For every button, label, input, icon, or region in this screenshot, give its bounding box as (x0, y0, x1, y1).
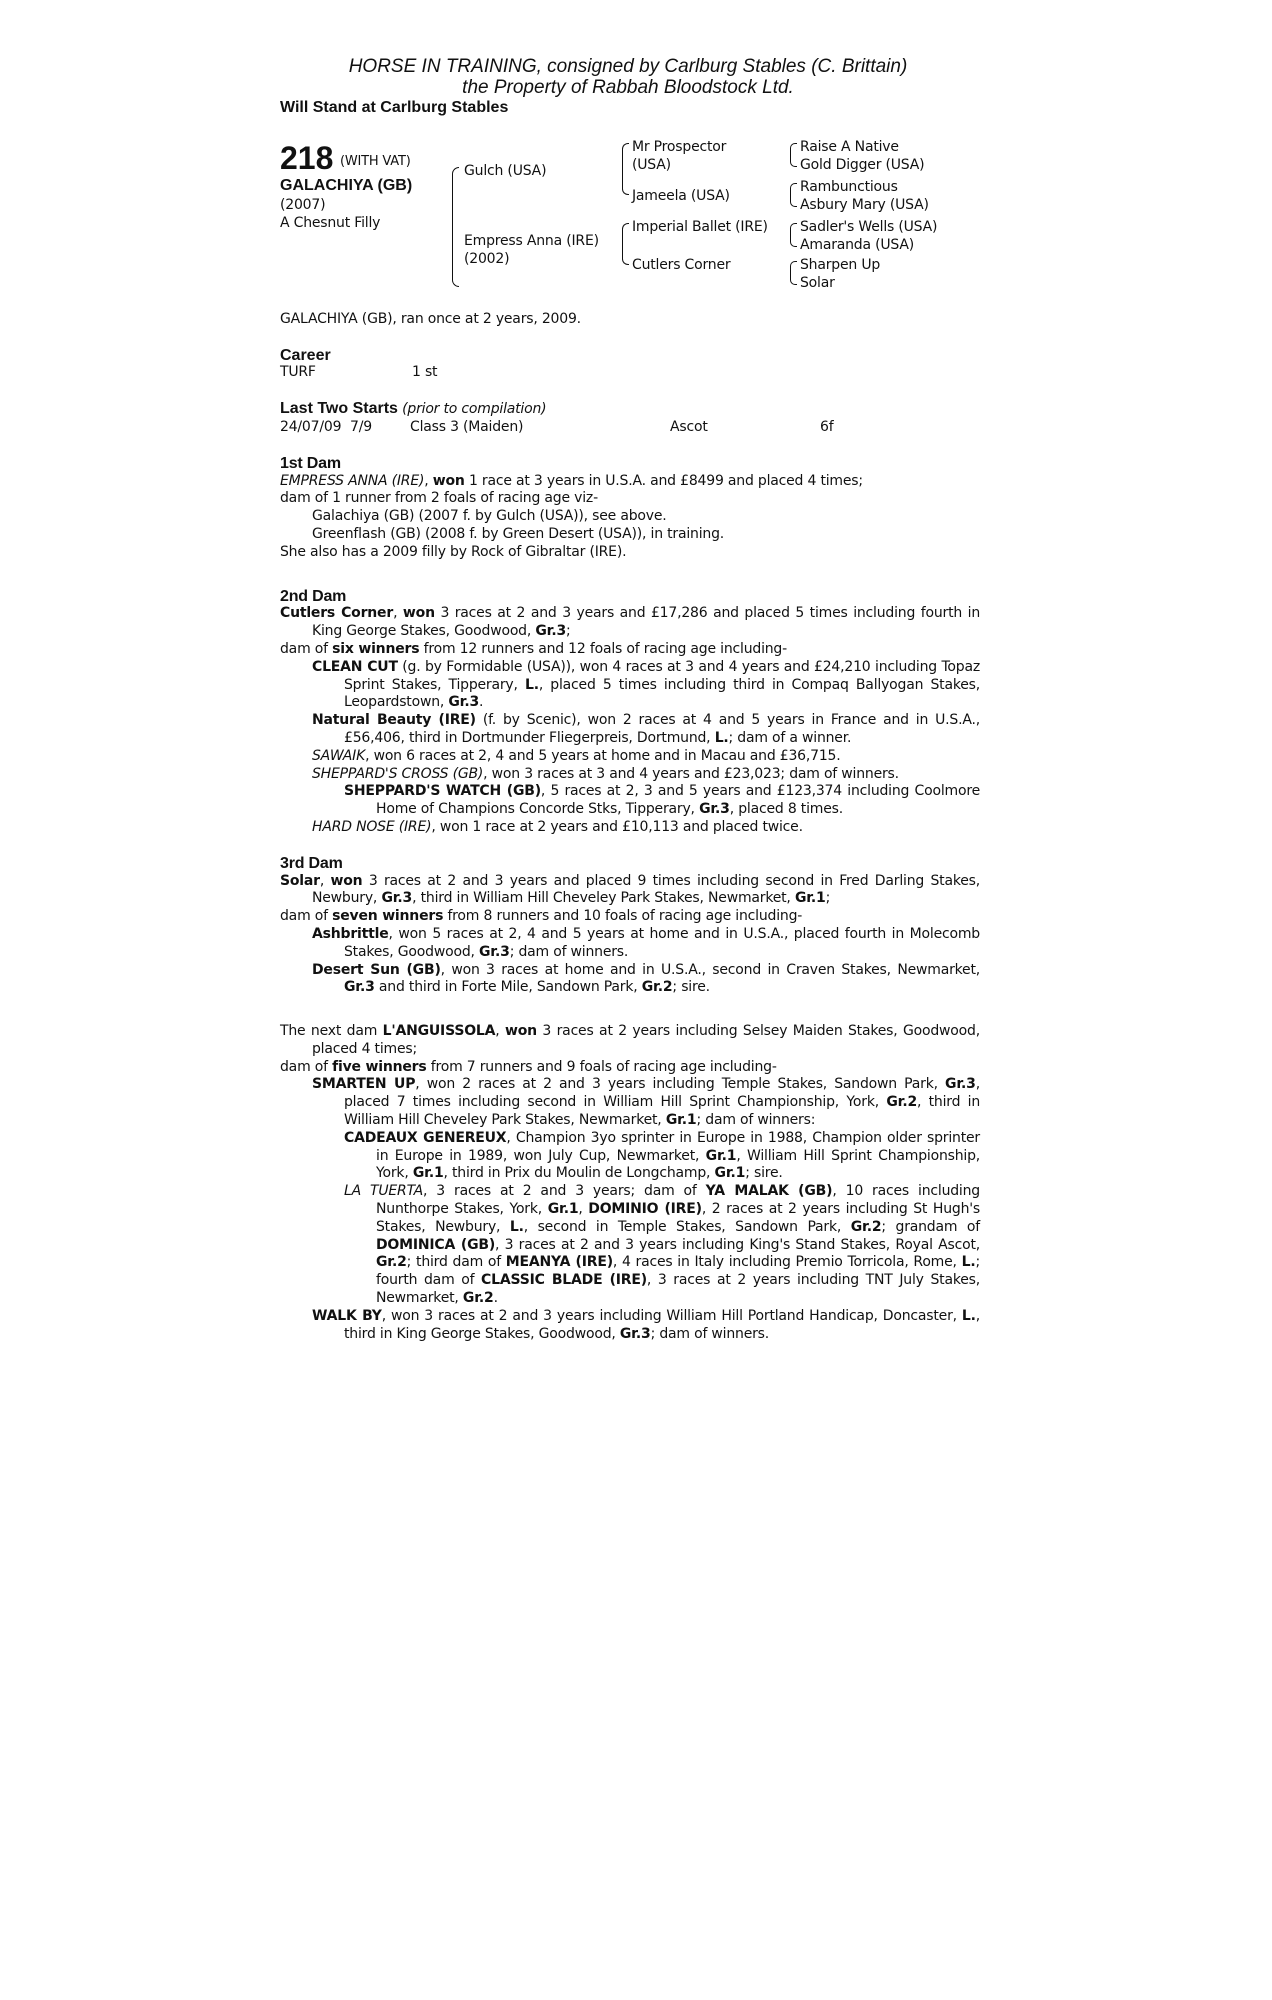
record-text: 3 races at 2 and 3 years and placed 9 times including second in Fred Darling Stakes, Newbury, (312, 872, 980, 907)
sire: Gulch (USA) (464, 162, 547, 179)
won-label: won (505, 1023, 537, 1040)
winners-count: seven winners (332, 908, 444, 925)
grade-label: Gr.2 (850, 1218, 882, 1235)
record-text: , won 3 races at 3 and 4 years and £23,023; dam of winners. (483, 765, 899, 782)
sire-sire-suffix: (USA) (632, 156, 671, 173)
third-dam-record: Solar, won 3 races at 2 and 3 years and placed 9 times including second in Fred Darling Stakes, Newbury, Gr.3, third in William Hill Cheveley Park Stakes, Newmarket, Gr.1; (280, 872, 980, 907)
start-date: 24/07/09 (280, 418, 342, 435)
winners-count: five winners (332, 1058, 427, 1075)
dam-of: dam of (280, 1058, 333, 1075)
won-label: won (432, 472, 465, 489)
record-text: (g. by Formidable (USA)), won 4 races at 3 and 4 years and £24,210 including Topaz Sprint Stakes, Tipperary, (344, 658, 980, 693)
record-text: 3 races at 2 years including Selsey Maiden Stakes, Goodwood, placed 4 times; (312, 1023, 980, 1057)
last-starts-heading: Last Two Starts (280, 400, 398, 418)
record-text: ; sire. (745, 1165, 783, 1182)
ped-dds: Sharpen Up (800, 256, 881, 273)
horse-dominica: DOMINICA (GB) (376, 1236, 496, 1253)
record-text: ; dam of winners: (696, 1112, 816, 1129)
dam: Empress Anna (IRE) (464, 232, 599, 249)
grade-label: Gr.3 (381, 890, 413, 907)
horse-sheppards-watch: SHEPPARD'S WATCH (GB) (344, 783, 541, 800)
second-dam-produce (280, 641, 980, 659)
grade-label: Gr.2 (376, 1254, 407, 1271)
horse-ya-malak: YA MALAK (GB) (705, 1183, 833, 1200)
record-text: , 4 races in Italy including Premio Torricola, Rome, (612, 1254, 962, 1271)
career-row (280, 364, 980, 382)
second-dam-record: Cutlers Corner, won 3 races at 2 and 3 years and £17,286 and placed 5 times including fourth in King George Stakes, Goodwood, Gr.3; (280, 605, 981, 640)
next-dam-produce (280, 1059, 980, 1077)
start-position: 7/9 (350, 418, 372, 435)
produce-desert-sun (280, 962, 980, 998)
produce-walk-by (280, 1308, 980, 1344)
sire-sire: Mr Prospector (632, 138, 727, 155)
horse-ashbrittle: Ashbrittle (312, 925, 389, 942)
produce-hard-nose (280, 819, 980, 837)
second-dam-name: Cutlers Corner (280, 605, 394, 622)
record-text: ; dam of winners. (509, 943, 629, 960)
record-text: , won 3 races at home and in U.S.A., second in Craven Stakes, Newmarket, (440, 961, 980, 978)
listed-label: L. (961, 1254, 976, 1271)
brace-2 (790, 183, 797, 207)
ped-ddd: Solar (800, 274, 835, 291)
punct: ; (825, 890, 831, 907)
start-course: Ascot (670, 418, 708, 435)
horse-description: A Chesnut Filly (280, 214, 381, 231)
horse-cadeaux-genereux: CADEAUX GENEREUX (344, 1129, 507, 1146)
listed-label: L. (961, 1307, 976, 1324)
first-dam-heading: 1st Dam (280, 454, 341, 472)
horse-desert-sun: Desert Sun (GB) (312, 961, 441, 978)
first-dam-also: She also has a 2009 filly by Rock of Gibraltar (IRE). (280, 543, 627, 560)
record-text: , won 3 races at 2 and 3 years including William Hill Portland Handicap, Doncaster, (381, 1307, 962, 1324)
horse-hard-nose: HARD NOSE (IRE) (312, 818, 432, 835)
record-text: (f. by Scenic), won 2 races at 4 and 5 years in France and in U.S.A., £56,406, third in Dortmunder Fliegerpreis, Dortmund, (344, 712, 980, 746)
brace-3 (790, 223, 797, 247)
grade-label: Gr.3 (479, 943, 510, 960)
dam-dam: Cutlers Corner (632, 256, 731, 273)
property-line: the Property of Rabbah Bloodstock Ltd. (462, 77, 794, 98)
record-text: ; dam of a winner. (728, 729, 852, 746)
produce-text: from 12 runners and 12 foals of racing age including- (419, 640, 787, 657)
ped-sds: Rambunctious (800, 178, 898, 195)
dam-year: (2002) (464, 250, 510, 267)
dam-sire: Imperial Ballet (IRE) (632, 218, 768, 235)
career-heading: Career (280, 346, 331, 364)
record-text: , third in William Hill Cheveley Park Stakes, Newmarket, (412, 890, 795, 907)
record-text: , 5 races at 2, 3 and 5 years and £123,374 including Coolmore Home of Champions Concorde Stks, Tipperary, (376, 783, 980, 818)
first-dam-produce: dam of 1 runner from 2 foals of racing age viz- (280, 490, 598, 507)
record-text: , 3 races at 2 years including TNT July Stakes, Newmarket, (376, 1272, 980, 1307)
career-result: 1 st (412, 364, 438, 381)
start-row (280, 419, 980, 437)
start-race: Class 3 (Maiden) (410, 418, 524, 435)
record-text: , 3 races at 2 and 3 years including King's Stand Stakes, Royal Ascot, (495, 1236, 980, 1253)
catalogue-page (280, 56, 980, 1343)
next-dam-record: The next dam L'ANGUISSOLA, won 3 races at 2 years including Selsey Maiden Stakes, Goodwood, placed 4 times; (280, 1023, 980, 1057)
record-text: , 10 races including Nunthorpe Stakes, York, (376, 1183, 980, 1218)
record-text: , third in Prix du Moulin de Longchamp, (443, 1165, 715, 1182)
horse-natural-beauty: Natural Beauty (IRE) (312, 712, 476, 729)
record-text: , 3 races at 2 and 3 years; dam of (423, 1183, 706, 1200)
produce-sheppards-cross (280, 766, 980, 784)
horse-clean-cut: CLEAN CUT (312, 658, 398, 675)
brace-1 (790, 143, 797, 167)
produce-ashbrittle (280, 926, 980, 962)
record-text: , third in King George Stakes, Goodwood, (344, 1307, 981, 1342)
produce-text: from 7 runners and 9 foals of racing age including- (426, 1058, 777, 1075)
record-text: , placed 8 times. (729, 801, 843, 818)
dam-of: dam of (280, 908, 333, 925)
grade-label: Gr.1 (705, 1147, 737, 1164)
record-text: , placed 5 times including third in Compaq Ballyogan Stakes, Leopardstown, (344, 676, 980, 711)
third-dam-produce (280, 908, 980, 926)
record-text: , won 2 races at 2 and 3 years including Temple Stakes, Sandown Park, (415, 1076, 946, 1093)
horse-classic-blade: CLASSIC BLADE (IRE) (481, 1272, 647, 1289)
dam-of: dam of (280, 640, 333, 657)
punct: ; (566, 623, 571, 640)
first-dam-text: 1 race at 3 years in U.S.A. and £8499 and placed 4 times; (464, 472, 863, 489)
produce-natural-beauty (280, 712, 980, 748)
race-summary: GALACHIYA (GB), ran once at 2 years, 2009. (280, 310, 581, 327)
pedigree-brace-sire (622, 143, 629, 195)
grade-label: Gr.2 (886, 1094, 918, 1111)
career-section (280, 347, 980, 383)
next-dam-section (280, 1023, 980, 1343)
produce-smarten-up (280, 1076, 980, 1129)
horse-walk-by: WALK BY (312, 1307, 382, 1324)
horse-dominio: DOMINIO (IRE) (588, 1201, 702, 1218)
won-label: won (402, 605, 435, 622)
pedigree-brace-main (452, 167, 459, 287)
grade-label: Gr.3 (699, 801, 730, 818)
horse-la-tuerta: LA TUERTA (344, 1183, 424, 1200)
record-text: ; third dam of (406, 1254, 506, 1271)
produce-cadeaux-genereux (280, 1130, 980, 1183)
foal-1: Galachiya (GB) (2007 f. by Gulch (USA)), see above. (312, 508, 667, 525)
winners-count: six winners (332, 640, 420, 657)
first-dam-name: EMPRESS ANNA (IRE) (280, 472, 425, 489)
career-surface: TURF (280, 364, 316, 381)
grade-label: Gr.1 (714, 1165, 746, 1182)
produce-text: from 8 runners and 10 foals of racing age including- (443, 908, 803, 925)
produce-clean-cut (280, 659, 980, 712)
horse-sawaik: SAWAIK (312, 747, 366, 764)
listed-label: L. (714, 729, 729, 746)
ped-sdd: Asbury Mary (USA) (800, 196, 929, 213)
record-text: 3 races at 2 and 3 years and £17,286 and placed 5 times including fourth in King George Stakes, Goodwood, (312, 605, 981, 640)
third-dam-name: Solar (280, 872, 320, 889)
horse-meanya: MEANYA (IRE) (505, 1254, 613, 1271)
grade-label: Gr.3 (619, 1325, 651, 1342)
punct: . (493, 1290, 498, 1307)
lot-number: 218 (280, 139, 334, 176)
record-text: , William Hill Sprint Championship, York, (376, 1147, 981, 1182)
grade-label: Gr.1 (412, 1165, 444, 1182)
record-text: and third in Forte Mile, Sandown Park, (374, 979, 642, 996)
pedigree-brace-dam (622, 223, 629, 265)
consignor-line: HORSE IN TRAINING, consigned by Carlburg Stables (C. Brittain) (348, 56, 908, 77)
record-text: The next dam (280, 1023, 383, 1040)
record-text: ; dam of winners. (650, 1325, 770, 1342)
second-dam-section (280, 588, 980, 837)
record-text: , 2 races at 2 years including St Hugh's Stakes, Newbury, (376, 1201, 980, 1235)
ped-dss: Sadler's Wells (USA) (800, 218, 938, 235)
grade-label: Gr.1 (665, 1112, 697, 1129)
record-text: , second in Temple Stakes, Sandown Park, (523, 1218, 851, 1235)
punct: , (578, 1201, 589, 1218)
punct: . (479, 694, 484, 711)
grade-label: Gr.3 (344, 979, 375, 996)
record-text: , Champion 3yo sprinter in Europe in 1988, Champion older sprinter in Europe in 1989, won July Cup, Newmarket, (376, 1129, 980, 1164)
foal-2: Greenflash (GB) (2008 f. by Green Desert (USA)), in training. (312, 525, 725, 542)
third-dam-heading: 3rd Dam (280, 854, 343, 872)
last-starts-section (280, 400, 980, 437)
record-text: ; fourth dam of (376, 1254, 980, 1289)
horse-smarten-up: SMARTEN UP (312, 1076, 416, 1093)
ped-ssd: Gold Digger (USA) (800, 156, 925, 173)
produce-la-tuerta (280, 1183, 980, 1308)
start-distance: 6f (820, 418, 834, 435)
last-starts-note: (prior to compilation) (402, 401, 547, 418)
first-dam-record: EMPRESS ANNA (IRE), won 1 race at 3 years in U.S.A. and £8499 and placed 4 times; (280, 472, 863, 489)
grade-label: Gr.1 (547, 1201, 579, 1218)
second-dam-heading: 2nd Dam (280, 587, 347, 605)
record-text: , won 5 races at 2, 4 and 5 years at home and in U.S.A., placed fourth in Molecomb Stakes, Goodwood, (344, 925, 980, 960)
horse-name: GALACHIYA (GB) (280, 176, 413, 194)
horse-sheppards-cross: SHEPPARD'S CROSS (GB) (312, 765, 484, 782)
last-starts-heading-line (280, 400, 980, 419)
vat-note: (WITH VAT) (340, 153, 411, 169)
first-dam-section (280, 455, 980, 562)
horse-year: (2007) (280, 196, 326, 213)
record-text: , third in William Hill Cheveley Park Stakes, Newmarket, (344, 1094, 980, 1129)
grade-label: Gr.3 (448, 694, 480, 711)
won-label: won (330, 872, 363, 889)
record-text: , won 6 races at 2, 4 and 5 years at home and in Macau and £36,715. (365, 747, 841, 764)
sire-dam: Jameela (USA) (632, 187, 730, 204)
next-dam-name: L'ANGUISSOLA (382, 1023, 496, 1040)
grade-label: Gr.3 (535, 623, 567, 640)
third-dam-section (280, 855, 980, 997)
record-text: , placed 7 times including second in William Hill Sprint Championship, York, (344, 1076, 980, 1111)
produce-sheppards-watch (280, 783, 980, 819)
ped-sss: Raise A Native (800, 138, 899, 155)
record-text: , won 1 race at 2 years and £10,113 and placed twice. (431, 818, 803, 835)
pedigree-table (280, 137, 980, 297)
record-text: ; grandam of (881, 1218, 980, 1235)
record-text: ; sire. (672, 979, 710, 996)
grade-label: Gr.2 (462, 1290, 494, 1307)
brace-4 (790, 261, 797, 285)
grade-label: Gr.3 (945, 1076, 976, 1093)
produce-sawaik (280, 748, 980, 766)
grade-label: Gr.1 (794, 890, 826, 907)
listed-label: L. (524, 676, 539, 693)
grade-label: Gr.2 (641, 979, 673, 996)
stand-line: Will Stand at Carlburg Stables (280, 99, 509, 116)
listed-label: L. (509, 1218, 524, 1235)
ped-dsd: Amaranda (USA) (800, 236, 915, 253)
